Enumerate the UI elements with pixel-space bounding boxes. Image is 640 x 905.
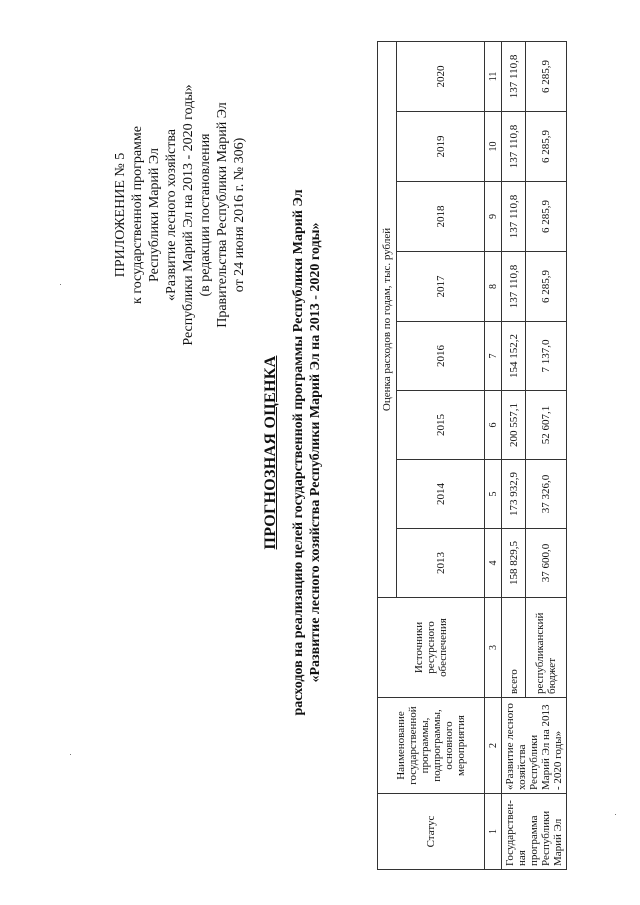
column-number: 6 xyxy=(485,391,502,460)
appendix-line: к государственной программе xyxy=(130,126,145,304)
value-cell: 137 110,8 xyxy=(502,112,526,182)
column-number: 9 xyxy=(485,182,502,252)
value-cell: 137 110,8 xyxy=(502,252,526,322)
title-line: «Развитие лесного хозяйства Республики Марий Эл на 2013 - 2020 годы» xyxy=(308,222,323,683)
value-cell: 37 600,0 xyxy=(526,529,567,598)
year-header: 2020 xyxy=(397,41,485,111)
scan-speck xyxy=(70,754,71,755)
header-row xyxy=(378,41,397,869)
value-cell: 7 137,0 xyxy=(526,322,567,391)
value-cell: 137 110,8 xyxy=(502,182,526,252)
appendix-line: Республики Марий Эл на 2013 - 2020 годы» xyxy=(181,84,196,346)
appendix-line: (в редакции постановления xyxy=(198,133,213,297)
year-header: 2017 xyxy=(397,252,485,322)
year-header: 2019 xyxy=(397,112,485,182)
header-estimate: Оценка расходов по годам, тыс. рублей xyxy=(378,41,397,597)
column-number: 7 xyxy=(485,322,502,391)
value-cell: 6 285,9 xyxy=(526,252,567,322)
header-name: Наименование государственной программы, подпрограммы, основного мероприятия xyxy=(378,698,485,794)
title-main: ПРОГНОЗНАЯ ОЦЕНКА xyxy=(262,355,279,550)
year-header: 2016 xyxy=(397,322,485,391)
column-number: 4 xyxy=(485,529,502,598)
value-cell: 173 932,9 xyxy=(502,460,526,529)
value-cell: 6 285,9 xyxy=(526,112,567,182)
appendix-line: от 24 июня 2016 г. № 306) xyxy=(232,137,247,293)
value-cell: 137 110,8 xyxy=(502,41,526,111)
value-cell: 6 285,9 xyxy=(526,41,567,111)
column-number-row xyxy=(485,41,502,869)
value-cell: 6 285,9 xyxy=(526,182,567,252)
year-header: 2013 xyxy=(397,529,485,598)
document-title xyxy=(262,40,324,865)
value-cell: 52 607,1 xyxy=(526,391,567,460)
source-cell: всего xyxy=(502,598,526,698)
header-sources: Источники ресурсного обеспечения xyxy=(378,598,485,698)
status-cell: Государствен-ная программа Республики Марий Эл xyxy=(502,794,567,870)
appendix-line: Правительства Республики Марий Эл xyxy=(215,102,230,328)
year-header: 2015 xyxy=(397,391,485,460)
column-number: 8 xyxy=(485,252,502,322)
appendix-line: ПРИЛОЖЕНИЕ № 5 xyxy=(113,152,128,278)
table-body xyxy=(378,41,567,869)
appendix-line: Республики Марий Эл xyxy=(147,148,162,282)
value-cell: 37 326,0 xyxy=(526,460,567,529)
appendix-line: «Развитие лесного хозяйства xyxy=(164,129,179,302)
column-number: 2 xyxy=(485,698,502,794)
scan-speck xyxy=(615,814,616,815)
column-number: 10 xyxy=(485,112,502,182)
header-status: Статус xyxy=(378,794,485,870)
column-number: 1 xyxy=(485,794,502,870)
value-cell: 158 829,5 xyxy=(502,529,526,598)
forecast-table xyxy=(377,41,567,870)
appendix-block xyxy=(112,25,248,405)
value-cell: 200 557,1 xyxy=(502,391,526,460)
program-name-cell: «Развитие лесного хозяйства Республики Марий Эл на 2013 - 2020 годы» xyxy=(502,698,567,794)
column-number: 3 xyxy=(485,598,502,698)
scan-speck xyxy=(60,284,61,285)
column-number: 5 xyxy=(485,460,502,529)
table-row xyxy=(502,41,526,869)
year-header: 2014 xyxy=(397,460,485,529)
value-cell: 154 152,2 xyxy=(502,322,526,391)
year-header: 2018 xyxy=(397,182,485,252)
column-number: 11 xyxy=(485,41,502,111)
title-line: расходов на реализацию целей государственной программы Республики Марий Эл xyxy=(291,189,306,716)
source-cell: республиканский бюджет xyxy=(526,598,567,698)
